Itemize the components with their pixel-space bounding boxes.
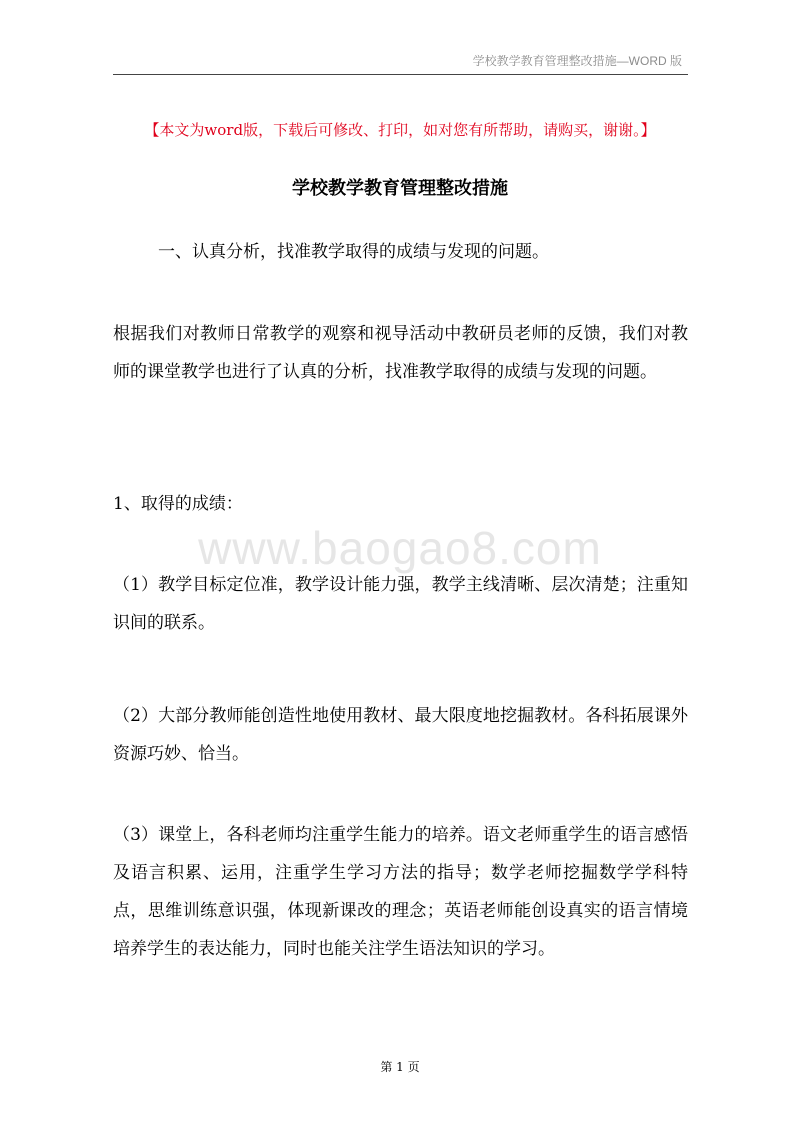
page-number: 第 1 页 xyxy=(380,1060,420,1074)
document-title: 学校教学教育管理整改措施 xyxy=(292,178,508,199)
list-item-achievement-3: （3）课堂上，各科老师均注重学生能力的培养。语文老师重学生的语言感悟及语言积累、运用，注重学生学习方法的指导；数学老师挖掘数学学科特点，思维训练意识强，体现新课改的理念；英语老师能创设真实的语言情境培养学生的表达能力，同时也能关注学生语法知识的学习。 xyxy=(113,825,688,959)
header-rule xyxy=(113,74,688,75)
subheading-achievements: 1、取得的成绩： xyxy=(113,494,243,514)
section-heading: 一、认真分析，找准教学取得的成绩与发现的问题。 xyxy=(158,242,549,262)
running-header: 学校教学教育管理整改措施—WORD 版 xyxy=(472,54,682,68)
purchase-notice: 【本文为word版，下载后可修改、打印，如对您有所帮助，请购买，谢谢。】 xyxy=(144,121,656,139)
list-item-achievement-2: （2）大部分教师能创造性地使用教材、最大限度地挖掘教材。各科拓展课外资源巧妙、恰当。 xyxy=(113,706,688,764)
watermark: www.baogao8.com xyxy=(198,522,602,574)
body-paragraph-intro: 根据我们对教师日常教学的观察和视导活动中教研员老师的反馈，我们对教师的课堂教学也进行了认真的分析，找准教学取得的成绩与发现的问题。 xyxy=(113,324,688,382)
list-item-achievement-1: （1）教学目标定位准，教学设计能力强，教学主线清晰、层次清楚；注重知识间的联系。 xyxy=(113,575,688,633)
